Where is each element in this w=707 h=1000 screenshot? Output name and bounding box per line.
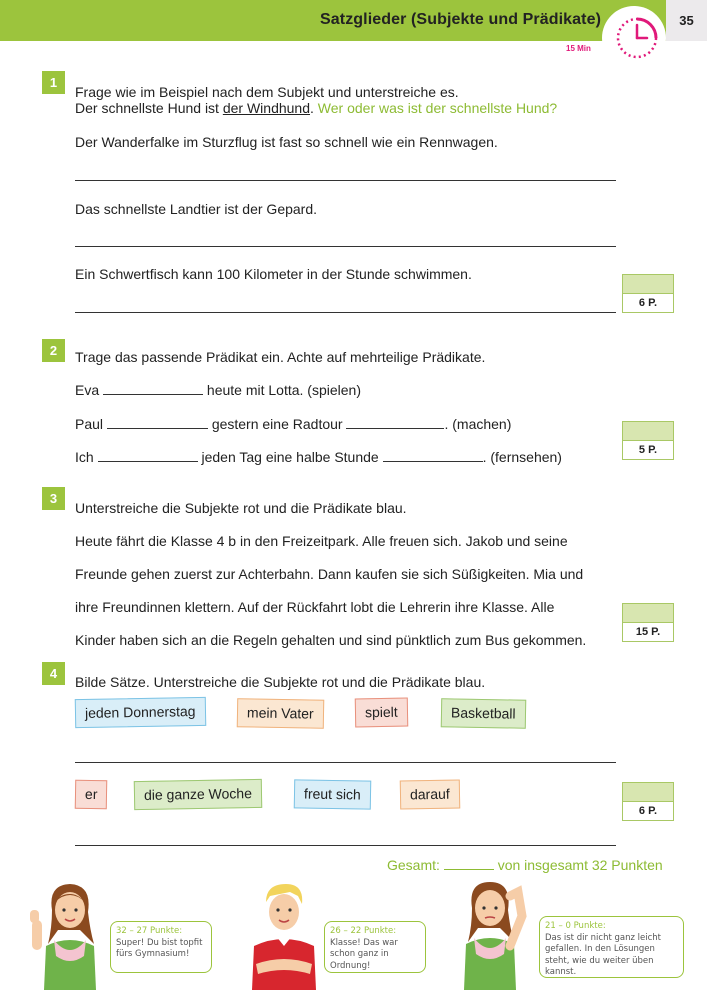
page-number: 35: [666, 0, 707, 41]
example-post: .: [310, 100, 314, 116]
task-number-2: 2: [42, 339, 65, 362]
clock-icon: [614, 15, 660, 61]
score-field[interactable]: [622, 421, 674, 441]
blank-field[interactable]: [346, 417, 444, 429]
feedback-range: 21 – 0 Punkte:: [545, 921, 606, 931]
girl-thumbs-up-illustration: [30, 880, 112, 990]
boy-arms-crossed-illustration: [244, 880, 324, 990]
word-card[interactable]: darauf: [400, 779, 460, 809]
points-box-task3: [622, 603, 674, 642]
task3-instruction: Unterstreiche die Subjekte rot und die Prädikate blau.: [75, 500, 407, 516]
word-card[interactable]: mein Vater: [237, 698, 324, 729]
task2-row-1: [75, 382, 361, 398]
word-card[interactable]: Basketball: [441, 698, 526, 728]
word-card[interactable]: spielt: [355, 698, 408, 728]
girl-thinking-illustration: [448, 872, 534, 990]
points-label: 6 P.: [622, 294, 674, 313]
task2-row-2: [75, 416, 511, 432]
word-card[interactable]: freut sich: [294, 779, 371, 809]
feedback-bubble-3: [539, 916, 684, 978]
points-label: 15 P.: [622, 623, 674, 642]
points-box-task2: [622, 421, 674, 460]
total-label: Gesamt:: [387, 857, 440, 873]
blank-field[interactable]: [98, 450, 198, 462]
total-score: [387, 857, 663, 873]
score-field[interactable]: [622, 603, 674, 623]
blank-field[interactable]: [107, 417, 208, 429]
time-label: 15 Min: [566, 44, 591, 53]
example-subject: der Windhund: [222, 100, 311, 116]
task1-sentence-3: Ein Schwertfisch kann 100 Kilometer in der Stunde schwimmen.: [75, 266, 472, 282]
answer-line-3[interactable]: [75, 312, 616, 313]
task3-text-line: Kinder haben sich an die Regeln gehalten und sind pünktlich zum Bus gekommen.: [75, 632, 587, 648]
feedback-range: 32 – 27 Punkte:: [116, 926, 183, 936]
task-number-4: 4: [42, 662, 65, 685]
points-label: 6 P.: [622, 802, 674, 821]
task2-row-3: [75, 449, 562, 465]
feedback-text: Super! Du bist topfit fürs Gymnasium!: [116, 937, 203, 959]
answer-line-4[interactable]: [75, 762, 616, 763]
score-field[interactable]: [622, 274, 674, 294]
total-field[interactable]: [444, 858, 494, 870]
feedback-text: Das ist dir nicht ganz leicht gefallen. In den Lösungen steht, wie du weiter üben kannst.: [545, 932, 662, 977]
answer-line-1[interactable]: [75, 180, 616, 181]
example-question: Wer oder was ist der schnellste Hund?: [317, 100, 558, 116]
points-box-task4: [622, 782, 674, 821]
task3-text-line: Freunde gehen zuerst zur Achterbahn. Dann kaufen sie sich Süßigkeiten. Mia und: [75, 566, 584, 582]
row-subject: Paul: [75, 416, 104, 432]
task3-text-line: Heute fährt die Klasse 4 b in den Freizeitpark. Alle freuen sich. Jakob und seine: [75, 533, 568, 549]
blank-field[interactable]: [383, 450, 483, 462]
task1-example: [75, 100, 557, 116]
feedback-text: Klasse! Das war schon ganz in Ordnung!: [330, 937, 398, 971]
row-text: gestern eine Radtour: [211, 416, 343, 432]
task3-text-line: ihre Freundinnen klettern. Auf der Rückfahrt lobt die Lehrerin ihre Klasse. Alle: [75, 599, 555, 615]
row-end: . (fernsehen): [482, 449, 562, 465]
feedback-bubble-1: [110, 921, 212, 973]
task-number-1: 1: [42, 71, 65, 94]
blank-field[interactable]: [103, 383, 203, 395]
task2-instruction: Trage das passende Prädikat ein. Achte auf mehrteilige Prädikate.: [75, 349, 486, 365]
answer-line-2[interactable]: [75, 246, 616, 247]
feedback-range: 26 – 22 Punkte:: [330, 926, 397, 936]
task1-sentence-2: Das schnellste Landtier ist der Gepard.: [75, 201, 318, 217]
task4-instruction: Bilde Sätze. Unterstreiche die Subjekte rot und die Prädikate blau.: [75, 674, 486, 690]
page-title: Satzglieder (Subjekte und Prädikate): [320, 11, 601, 28]
feedback-bubble-2: [324, 921, 426, 973]
word-card[interactable]: er: [75, 780, 108, 810]
row-subject: Eva: [75, 382, 100, 398]
answer-line-5[interactable]: [75, 845, 616, 846]
task1-instruction: Frage wie im Beispiel nach dem Subjekt und unterstreiche es.: [75, 84, 459, 100]
points-box-task1: [622, 274, 674, 313]
word-card[interactable]: jeden Donnerstag: [75, 697, 206, 728]
row-subject: Ich: [75, 449, 94, 465]
score-field[interactable]: [622, 782, 674, 802]
points-label: 5 P.: [622, 441, 674, 460]
row-text: heute mit Lotta. (spielen): [206, 382, 361, 398]
row-end: . (machen): [444, 416, 512, 432]
row-text: jeden Tag eine halbe Stunde: [201, 449, 379, 465]
total-suffix: von insgesamt 32 Punkten: [497, 857, 663, 873]
task1-sentence-1: Der Wanderfalke im Sturzflug ist fast so schnell wie ein Rennwagen.: [75, 134, 498, 150]
word-card[interactable]: die ganze Woche: [134, 779, 262, 810]
example-pre: Der schnellste Hund ist: [75, 100, 223, 116]
task-number-3: 3: [42, 487, 65, 510]
